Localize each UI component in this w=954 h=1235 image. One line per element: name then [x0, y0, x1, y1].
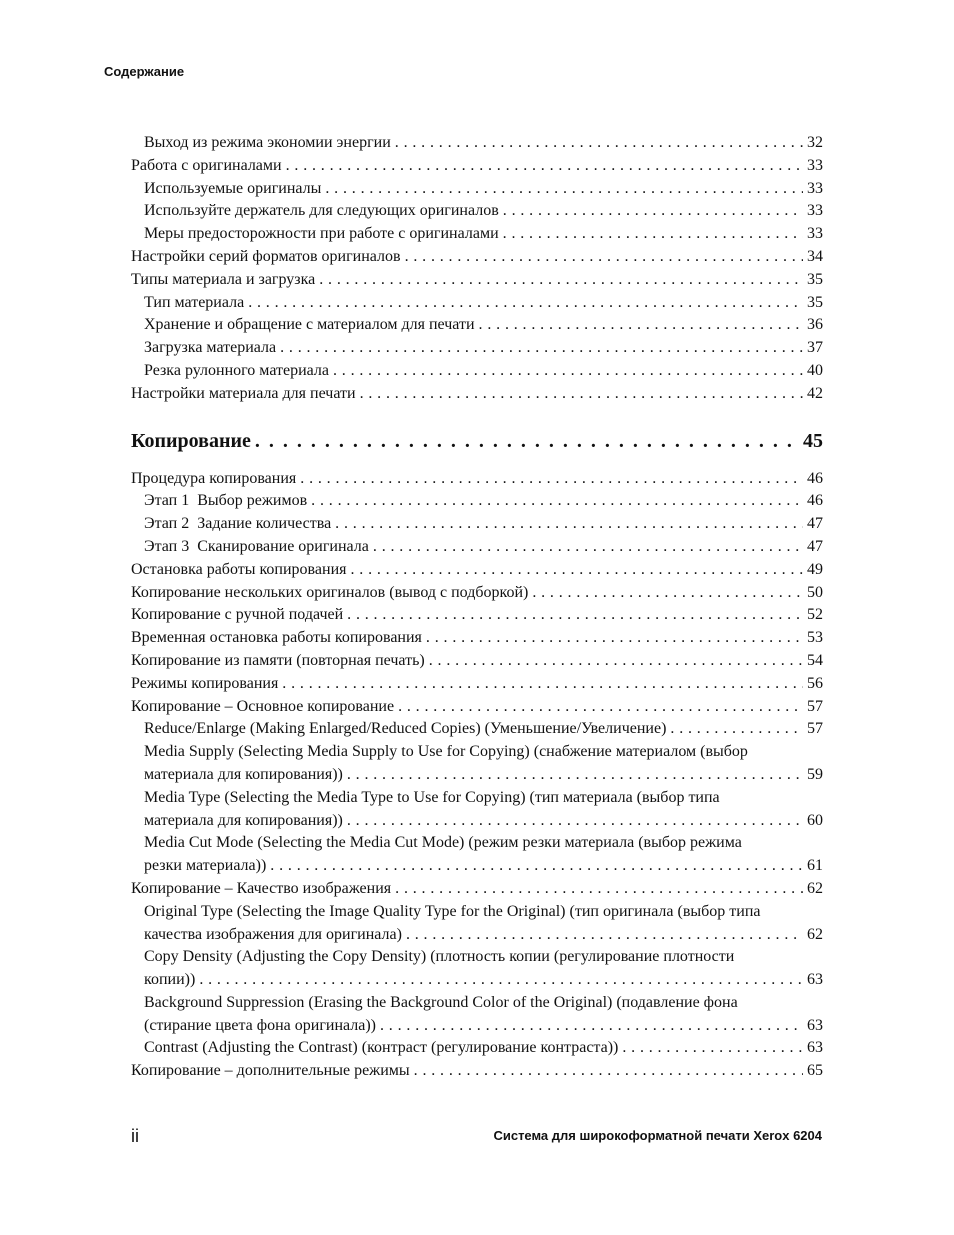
toc-leader [414, 1060, 803, 1083]
toc-entry[interactable] [131, 1060, 823, 1083]
toc-entry[interactable] [131, 337, 823, 360]
toc-leader [248, 292, 803, 315]
toc-leader [406, 924, 803, 947]
toc-leader [282, 673, 803, 696]
toc-entry-title-line1: Media Type (Selecting the Media Type to Use for Copying) (тип материала (выбор типа [144, 788, 720, 806]
toc-entry[interactable] [131, 155, 823, 178]
toc-entry-title: Этап 3 Сканирование оригинала [144, 537, 369, 555]
toc-entry[interactable] [131, 468, 823, 491]
toc-entry-title: Используйте держатель для следующих оригиналов [144, 202, 499, 220]
toc-leader [280, 337, 803, 360]
toc-page-number: 50 [807, 583, 823, 601]
toc-leader [622, 1037, 803, 1060]
toc-page-number: 61 [807, 857, 823, 875]
toc-leader [360, 383, 803, 406]
toc-entry-title-line2: копии)) [144, 971, 196, 989]
toc-entry-title: Contrast (Adjusting the Contrast) (контраст (регулирование контраста)) [144, 1039, 619, 1057]
toc-entry[interactable] [131, 132, 823, 155]
toc-entry[interactable] [131, 200, 823, 223]
toc-entry[interactable] [131, 1037, 823, 1060]
toc-entry-title-line2: (стирание цвета фона оригинала)) [144, 1016, 376, 1034]
toc-entry[interactable] [131, 513, 823, 536]
toc-page-number: 49 [807, 560, 823, 578]
toc-page-number: 33 [807, 156, 823, 174]
toc-entry-title: Этап 2 Задание количества [144, 515, 332, 533]
toc-leader [670, 718, 803, 741]
toc-page-number: 47 [807, 515, 823, 533]
toc-entry[interactable] [131, 490, 823, 513]
toc-page-number: 33 [807, 225, 823, 243]
toc-leader [300, 468, 803, 491]
toc-entry-title-line1: Copy Density (Adjusting the Copy Density) (плотность копии (регулирование плотности [144, 948, 735, 966]
toc-entry-title-line1: Original Type (Selecting the Image Quality Type for the Original) (тип оригинала (выбор типа [144, 902, 761, 920]
toc-entry-title: Режимы копирования [131, 674, 279, 692]
toc-entry-multiline[interactable] [131, 901, 823, 947]
toc-entry-title: Настройки материала для печати [131, 384, 356, 402]
toc-leader [270, 855, 803, 878]
toc-entry[interactable] [131, 627, 823, 650]
toc-page-number: 33 [807, 179, 823, 197]
toc-entry-title-line1: Background Suppression (Erasing the Background Color of the Original) (подавление фона [144, 993, 738, 1011]
toc-leader [311, 490, 803, 513]
toc-entry-title: Временная остановка работы копирования [131, 629, 422, 647]
toc-page-number: 36 [807, 316, 823, 334]
toc-page-number: 32 [807, 134, 823, 151]
toc-leader [479, 314, 803, 337]
toc-page-number: 62 [807, 879, 823, 897]
toc-entry-multiline[interactable] [131, 741, 823, 787]
chapter-title: Копирование [131, 429, 251, 452]
toc-page-number: 37 [807, 339, 823, 357]
toc-leader [380, 1015, 803, 1038]
toc-leader [532, 582, 803, 605]
toc-entry-title-line2: качества изображения для оригинала) [144, 925, 402, 943]
toc-entry[interactable] [131, 246, 823, 269]
toc-page-number: 63 [807, 971, 823, 989]
toc-entry[interactable] [131, 878, 823, 901]
table-of-contents [131, 132, 823, 1083]
toc-entry-multiline[interactable] [131, 832, 823, 878]
toc-page-number: 53 [807, 629, 823, 647]
toc-leader [347, 604, 803, 627]
toc-page-number: 52 [807, 606, 823, 624]
toc-page-number: 54 [807, 651, 823, 669]
toc-page-number: 63 [807, 1039, 823, 1057]
toc-entry[interactable] [131, 292, 823, 315]
toc-leader [325, 178, 803, 201]
toc-entry-title: Резка рулонного материала [144, 361, 329, 379]
toc-entry[interactable] [131, 696, 823, 719]
toc-page-number: 63 [807, 1016, 823, 1034]
toc-entry[interactable] [131, 178, 823, 201]
toc-entry-multiline[interactable] [131, 946, 823, 992]
toc-entry[interactable] [131, 536, 823, 559]
toc-page-number: 56 [807, 674, 823, 692]
toc-page-number: 59 [807, 765, 823, 783]
toc-page-number: 57 [807, 720, 823, 738]
toc-page-number: 46 [807, 492, 823, 510]
toc-entry[interactable] [131, 604, 823, 627]
toc-entry-title: Загрузка материала [144, 339, 277, 357]
toc-leader [405, 246, 803, 269]
toc-leader [398, 696, 803, 719]
toc-entry-title: Reduce/Enlarge (Making Enlarged/Reduced Copies) (Уменьшение/Увеличение) [144, 720, 667, 738]
toc-leader [319, 269, 803, 292]
toc-entry[interactable] [131, 269, 823, 292]
toc-leader [503, 223, 803, 246]
toc-entry[interactable] [131, 650, 823, 673]
toc-entry-title: Работа с оригиналами [131, 156, 282, 174]
toc-leader [199, 969, 803, 992]
toc-page-number: 35 [807, 293, 823, 311]
toc-leader [347, 810, 803, 833]
toc-entry-title-line1: Media Cut Mode (Selecting the Media Cut Mode) (режим резки материала (выбор режима [144, 834, 742, 852]
toc-page-number: 33 [807, 202, 823, 220]
toc-leader [335, 513, 803, 536]
toc-leader [333, 360, 803, 383]
toc-entry[interactable] [131, 718, 823, 741]
toc-entry[interactable] [131, 314, 823, 337]
toc-page-number: 35 [807, 270, 823, 288]
toc-leader [503, 200, 803, 223]
toc-entry-title: Копирование нескольких оригиналов (вывод с подборкой) [131, 583, 529, 601]
toc-entry-multiline[interactable] [131, 992, 823, 1038]
toc-entry-title: Этап 1 Выбор режимов [144, 492, 308, 510]
toc-entry-title-line1: Media Supply (Selecting Media Supply to Use for Copying) (снабжение материалом (выбор [144, 743, 748, 761]
toc-leader [347, 764, 803, 787]
toc-leader [286, 155, 803, 178]
toc-entry-title: Используемые оригиналы [144, 179, 322, 197]
footer-page-number: ii [131, 1126, 139, 1146]
toc-entry-title: Тип материала [144, 293, 245, 311]
toc-leader [395, 878, 803, 901]
toc-page-number: 42 [807, 384, 823, 402]
toc-entry-title-line2: материала для копирования)) [144, 811, 343, 829]
toc-entry-title-line2: материала для копирования)) [144, 765, 343, 783]
toc-entry-title-line2: резки материала)) [144, 857, 267, 875]
toc-entry[interactable] [131, 383, 823, 406]
toc-page-number: 47 [807, 537, 823, 555]
toc-entry[interactable] [131, 360, 823, 383]
toc-leader [395, 132, 803, 155]
toc-entry-title: Процедура копирования [131, 469, 297, 487]
toc-entry[interactable] [131, 223, 823, 246]
toc-entry[interactable] [131, 559, 823, 582]
toc-entry[interactable] [131, 673, 823, 696]
toc-chapter[interactable] [131, 428, 823, 454]
chapter-page-number: 45 [803, 429, 823, 452]
toc-entry-title: Копирование с ручной подачей [131, 606, 344, 624]
toc-leader [373, 536, 803, 559]
toc-page-number: 46 [807, 469, 823, 487]
toc-page-number: 65 [807, 1062, 823, 1080]
toc-entry[interactable] [131, 582, 823, 605]
toc-entry-title: Типы материала и загрузка [131, 270, 316, 288]
toc-entry-title: Копирование – дополнительные режимы [131, 1062, 410, 1080]
toc-entry-multiline[interactable] [131, 787, 823, 833]
toc-leader [429, 650, 803, 673]
toc-entry-title: Настройки серий форматов оригиналов [131, 247, 401, 265]
toc-entry-title: Копирование – Качество изображения [131, 879, 392, 897]
toc-entry-title: Копирование из памяти (повторная печать) [131, 651, 425, 669]
toc-page-number: 34 [807, 247, 823, 265]
toc-entry-title: Выход из режима экономии энергии [144, 134, 391, 151]
running-header: Содержание [104, 64, 185, 79]
toc-entry-title: Меры предосторожности при работе с оригиналами [144, 225, 499, 243]
toc-leader [255, 428, 799, 454]
toc-page-number: 57 [807, 697, 823, 715]
toc-page-number: 62 [807, 925, 823, 943]
toc-entry-title: Остановка работы копирования [131, 560, 347, 578]
toc-page-number: 60 [807, 811, 823, 829]
toc-page-number: 40 [807, 361, 823, 379]
footer-document-title: Система для широкоформатной печати Xerox 6204 [493, 1128, 822, 1143]
toc-entry-title: Хранение и обращение с материалом для печати [144, 316, 475, 334]
toc-leader [426, 627, 803, 650]
toc-leader [350, 559, 803, 582]
toc-entry-title: Копирование – Основное копирование [131, 697, 395, 715]
